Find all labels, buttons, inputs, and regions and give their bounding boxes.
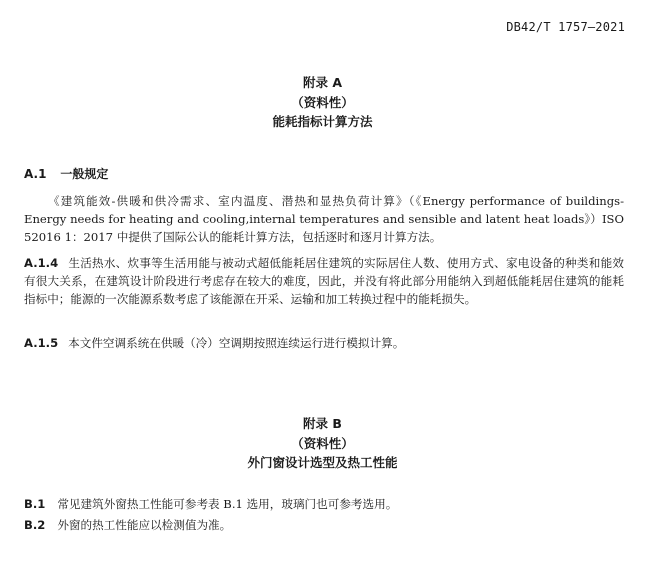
clause-a14-number: A.1.4 (24, 256, 59, 270)
appendix-b-name: 外门窗设计选型及热工性能 (247, 455, 398, 470)
clause-a15-text: 本文件空调系统在供暖（冷）空调期按照连续运行进行模拟计算。 (68, 336, 405, 350)
clause-b2-number: B.2 (24, 518, 46, 532)
appendix-b-title: 附录 B (303, 416, 342, 431)
clause-b2 (24, 516, 624, 534)
section-a1-heading (24, 165, 108, 182)
appendix-a-name: 能耗指标计算方法 (272, 114, 373, 129)
clause-b1-text: 常见建筑外窗热工性能可参考表 B.1 选用，玻璃门也可参考选用。 (57, 497, 398, 511)
clause-a15 (24, 334, 624, 352)
clause-a15-number: A.1.5 (24, 336, 59, 350)
appendix-a-heading (0, 73, 645, 132)
clause-a14-text: 生活热水、炊事等生活用能与被动式超低能耗居住建筑的实际居住人数、使用方式、家电设备的种类和能效有很大关系，在建筑设计阶段进行考虑存在较大的难度，因此，并没有将此部分用能纳入到超低能耗居住建筑的能耗指标中；能源的一次能源系数考虑了该能源在开采、运输和加工转换过程中的能耗损失。 (24, 256, 624, 306)
appendix-a-type: （资料性） (291, 94, 354, 110)
section-a1-title: 一般规定 (60, 167, 109, 181)
clause-a14 (24, 254, 624, 308)
intro-paragraph: 《建筑能效-供暖和供冷需求、室内温度、潜热和显热负荷计算》（《Energy performance of buildings-Energy needs for heating and cooling,internal temperatures and sensible and latent heat loads》）ISO 52016 1：2017 中提供了国际公认的能耗计算方法，包括逐时和逐月计算方法。 (24, 194, 624, 244)
section-a1-number: A.1 (24, 167, 47, 181)
appendix-b-heading (0, 414, 645, 473)
appendix-a-title: 附录 A (302, 75, 343, 90)
standard-code: DB42/T 1757—2021 (506, 20, 625, 34)
clause-b1-number: B.1 (24, 497, 46, 511)
appendix-b-type: （资料性） (291, 435, 354, 451)
clause-b1 (24, 495, 624, 513)
clause-b2-text: 外窗的热工性能应以检测值为准。 (57, 518, 232, 532)
